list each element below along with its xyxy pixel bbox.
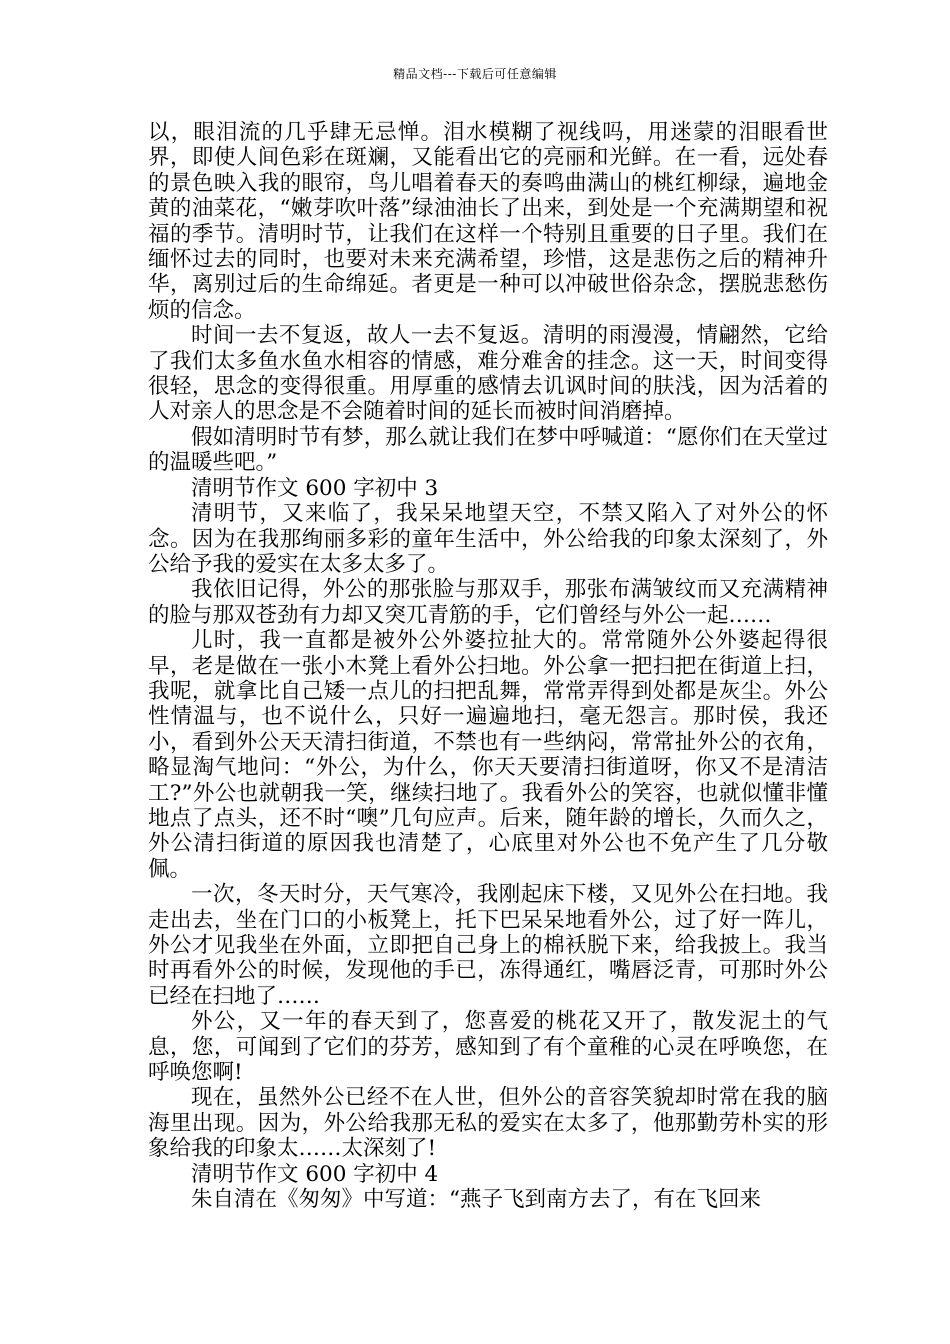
section-heading-4: 清明节作文 600 字初中 4 [191,1161,439,1187]
paragraph-qingming-again: 清明节，又来临了，我呆呆地望天空，不禁又陷入了对外公的怀念。因为在我那绚丽多彩的童年生活中，外公给我的印象太深刻了，外公给予我的爱实在太多太多了。 [148,501,828,577]
section-heading-3: 清明节作文 600 字初中 3 [191,475,439,501]
page-header: 精品文档---下载后可任意编辑 [393,67,557,81]
paragraph-continuation: 以，眼泪流的几乎肆无忌惮。泪水模糊了视线吗，用迷蒙的泪眼看世界，即使人间色彩在斑斓，又能看出它的亮丽和光鲜。在一看，远处春的景色映入我的眼帘，鸟儿唱着春天的奏鸣曲满山的桃红柳绿，遍地金黄的油菜花，“嫩芽吹叶落”绿油油长了出来，到处是一个充满期望和祝福的季节。清明时节，让我们在这样一个特别且重要的日子里。我们在缅怀过去的同时，也要对未来充满希望，珍惜，这是悲伤之后的精神升华，离别过后的生命绵延。者更是一种可以冲破世俗杂念，摆脱悲愁伤烦的信念。 [148,120,828,323]
paragraph-face-hands: 我依旧记得，外公的那张脸与那双手，那张布满皱纹而又充满精神的脸与那双苍劲有力却又突兀青筋的手，它们曾经与外公一起…… [148,577,828,628]
paragraph-memory: 现在，虽然外公已经不在人世，但外公的音容笑貌却时常在我的脑海里出现。因为，外公给我那无私的爱实在太多了，他那勤劳朴实的形象给我的印象太……太深刻了! [148,1085,828,1162]
paragraph-spring: 外公，又一年的春天到了，您喜爱的桃花又开了，散发泥土的气息，您，可闻到了它们的芬芳，感知到了有个童稚的心灵在呼唤您，在呼唤您啊! [148,1009,828,1086]
paragraph-childhood: 儿时，我一直都是被外公外婆拉扯大的。常常随外公外婆起得很早，老是做在一张小木凳上看外公扫地。外公拿一把扫把在街道上扫，我呢，就拿比自己矮一点儿的扫把乱舞，常常弄得到处都是灰尘。外公性情温与，也不说什么，只好一遍遍地扫，毫无怨言。那时侯，我还小，看到外公天天清扫街道，不禁也有一些纳闷，常常扯外公的衣角，略显淘气地问：“外公，为什么，你天天要清扫街道呀，你又不是清洁工?”外公也就朝我一笑，继续扫地了。我看外公的笑容，也就似懂非懂地点了点头，还不时“噢”几句应声。后来，随年龄的增长，久而久之，外公清扫街道的原因我也清楚了，心底里对外公也不免产生了几分敬佩。 [148,628,828,882]
paragraph-dream: 假如清明时节有梦，那么就让我们在梦中呼喊道：“愿你们在天堂过的温暖些吧。” [148,424,828,476]
paragraph-zhu-ziqing: 朱自清在《匆匆》中写道：“燕子飞到南方去了，有在飞回来 [191,1187,761,1213]
paragraph-winter: 一次，冬天时分，天气寒冷，我刚起床下楼，又见外公在扫地。我走出去，坐在门口的小板凳上，托下巴呆呆地看外公，过了好一阵儿，外公才见我坐在外面，立即把自己身上的棉袄脱下来，给我披上。我当时再看外公的时候，发现他的手已，冻得通红，嘴唇泛青，可那时外公已经在扫地了…… [148,882,828,1009]
paragraph-time: 时间一去不复返，故人一去不复返。清明的雨漫漫，情翩然，它给了我们太多鱼水鱼水相容的情感，难分难舍的挂念。这一天，时间变得很轻，思念的变得很重。用厚重的感情去讥讽时间的肤浅，因为活着的人对亲人的思念是不会随着时间的延长而被时间消磨掉。 [148,323,828,425]
document-body [148,120,828,1212]
